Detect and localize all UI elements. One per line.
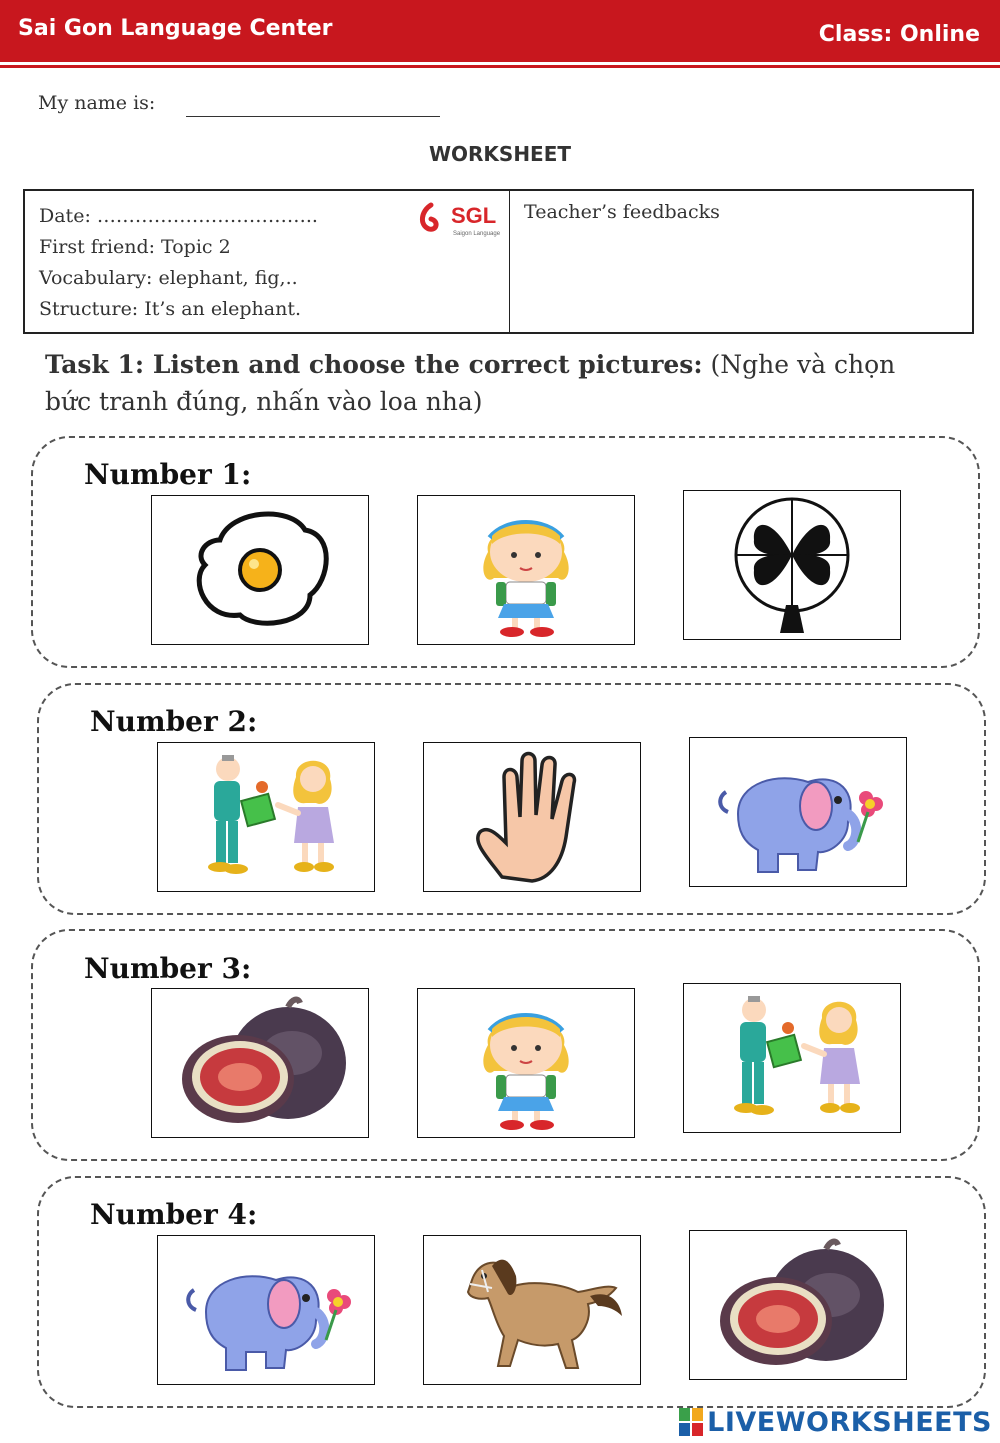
name-label: My name is: (38, 92, 156, 114)
teacher-feedback-cell (510, 191, 972, 332)
topic-line: First friend: Topic 2 (39, 236, 231, 258)
option-fig-picture[interactable] (689, 1230, 907, 1380)
option-elephant-picture[interactable] (157, 1235, 375, 1385)
option-fig-picture[interactable] (151, 988, 369, 1138)
task-instruction (45, 346, 945, 420)
option-hand-picture[interactable] (423, 742, 641, 892)
question-label-4: Number 4: (90, 1198, 258, 1231)
vocabulary-line: Vocabulary: elephant, fig,.. (39, 267, 298, 289)
liveworksheets-logo (679, 1405, 992, 1439)
class-label: Class: Online (818, 22, 980, 47)
option-egg-picture[interactable] (151, 495, 369, 645)
name-blank-line[interactable] (186, 116, 440, 117)
question-label-2: Number 2: (90, 705, 258, 738)
brand-text: LIVEWORKSHEETS (707, 1406, 992, 1438)
header-bar (0, 0, 1000, 62)
question-label-1: Number 1: (84, 458, 252, 491)
feedback-label: Teacher’s feedbacks (524, 201, 720, 223)
task-title: Task 1: Listen and choose the correct pictures: (45, 350, 703, 379)
sgl-logo (417, 197, 509, 241)
question-label-3: Number 3: (84, 952, 252, 985)
logo-subtext: Saigon Language (453, 231, 501, 237)
structure-line: Structure: It’s an elephant. (39, 298, 302, 320)
option-girl-picture[interactable] (417, 495, 635, 645)
option-girl-picture[interactable] (417, 988, 635, 1138)
option-elephant-picture[interactable] (689, 737, 907, 887)
lesson-info (25, 191, 510, 332)
liveworksheets-icon (679, 1408, 703, 1436)
option-fan-picture[interactable] (683, 490, 901, 640)
date-line: Date: …………………………….. (39, 205, 318, 227)
info-table (23, 189, 974, 334)
option-horse-picture[interactable] (423, 1235, 641, 1385)
center-name: Sai Gon Language Center (18, 16, 333, 41)
worksheet-title: WORKSHEET (428, 142, 572, 166)
option-give-gift-picture[interactable] (683, 983, 901, 1133)
task-vietnamese-instruction: (Nghe và chọn bức tranh đúng, nhấn vào loa nha) (45, 350, 896, 416)
option-give-gift-picture[interactable] (157, 742, 375, 892)
logo-text: SGL (451, 203, 497, 228)
